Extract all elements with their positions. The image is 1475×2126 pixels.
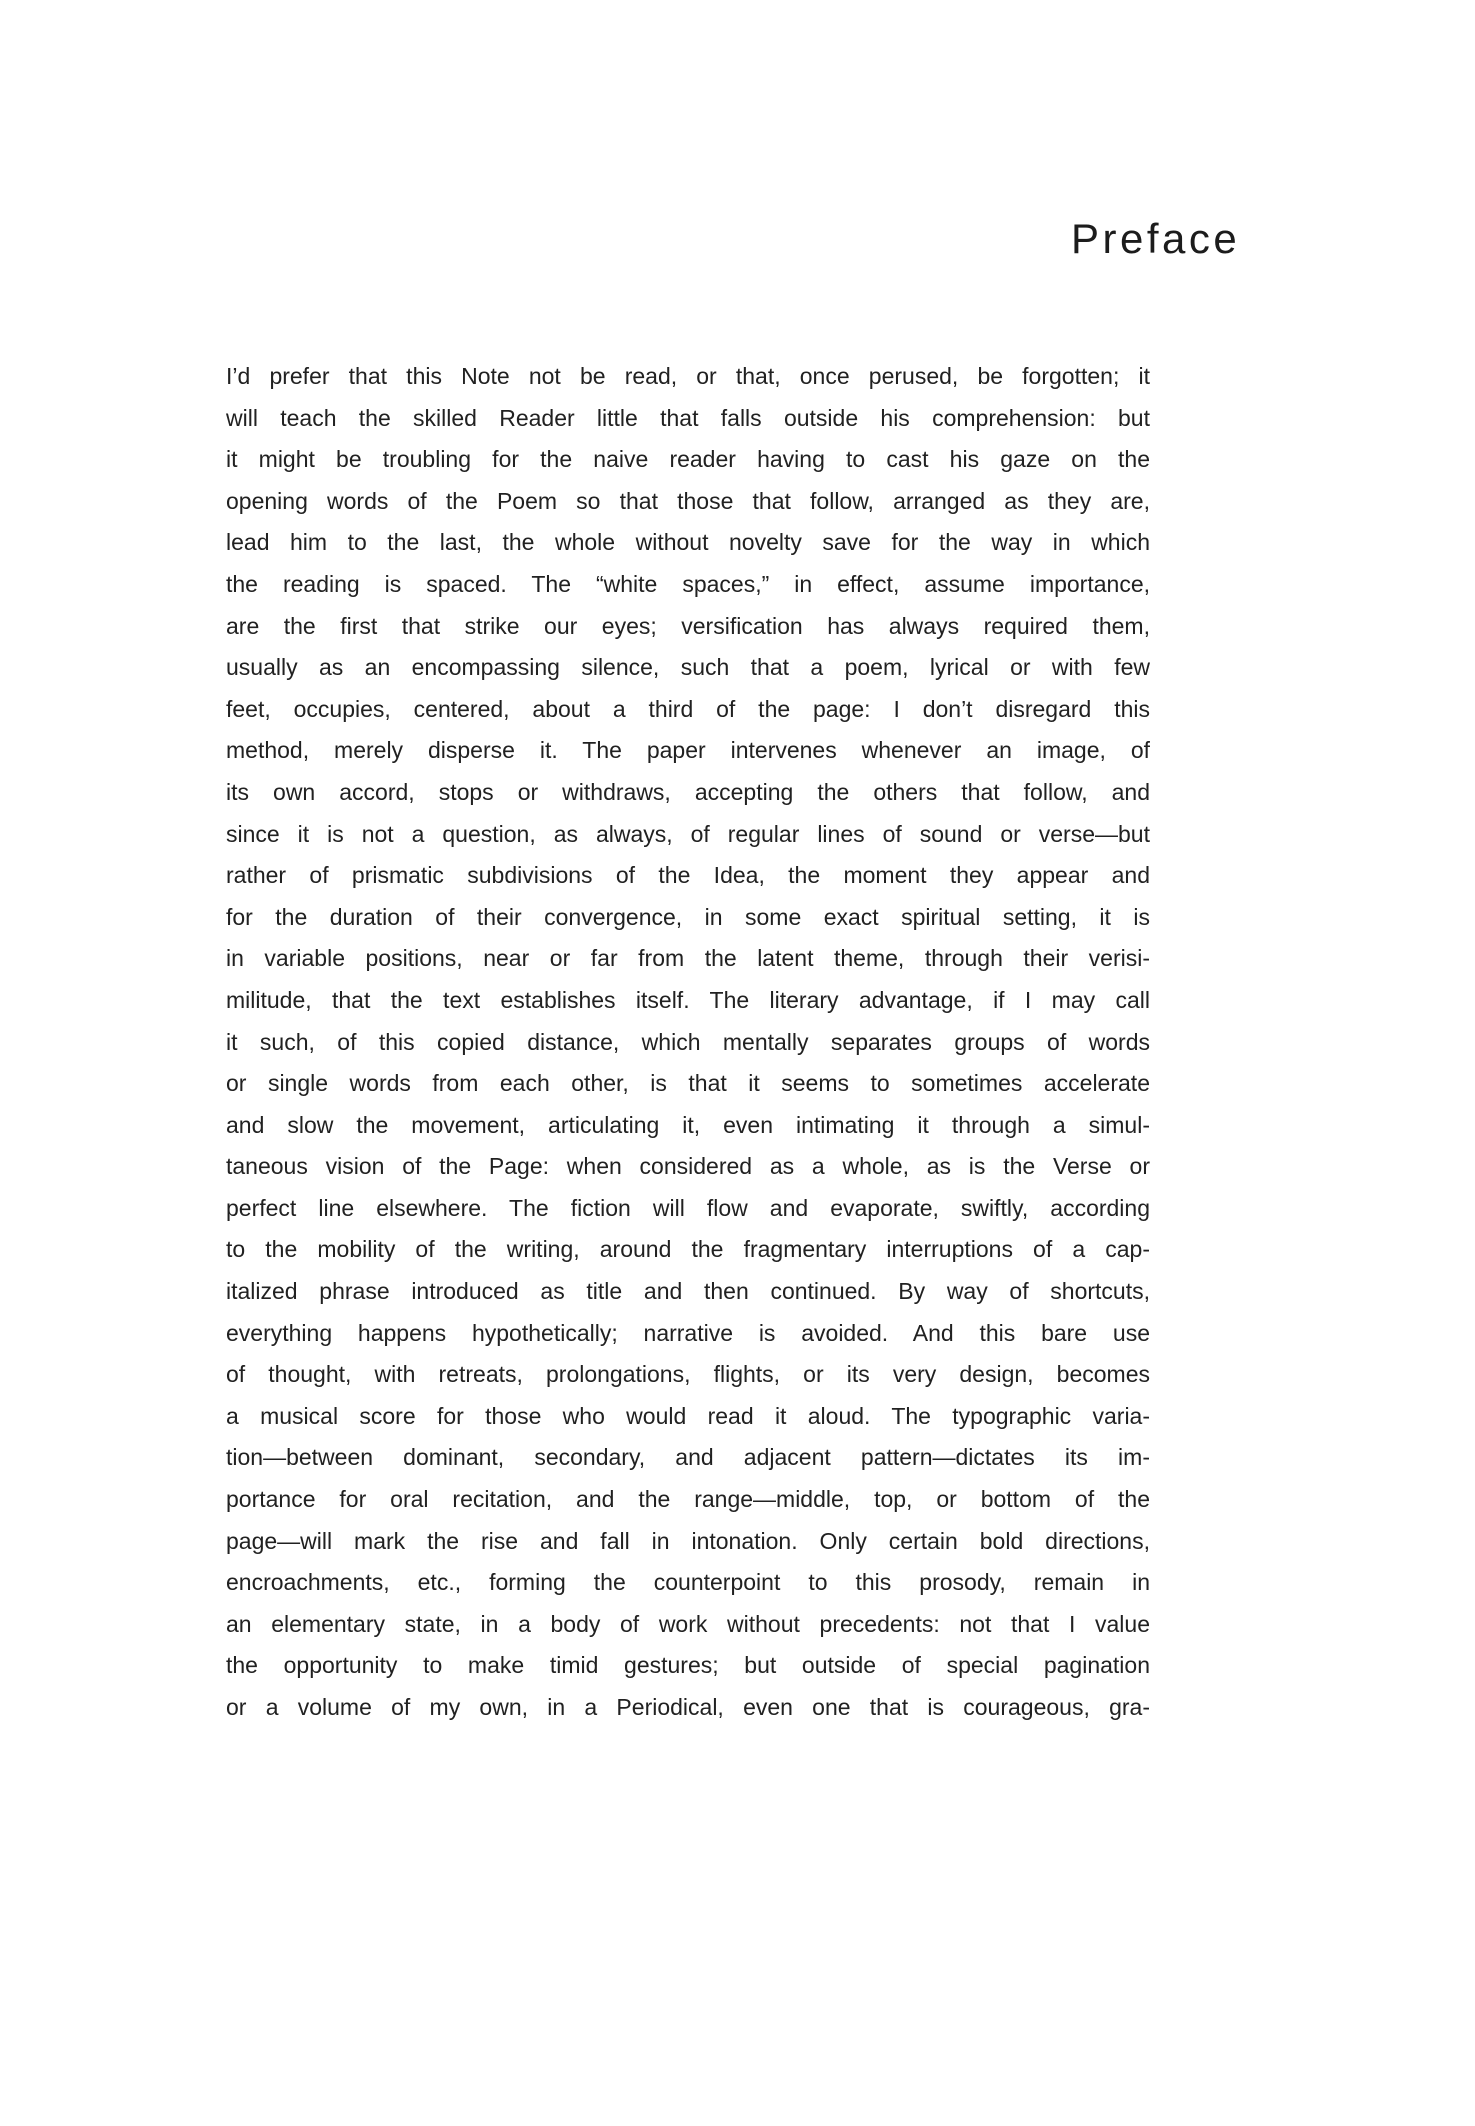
text-line: or single words from each other, is that it seems to sometimes accelerate — [226, 1070, 1150, 1097]
text-line: lead him to the last, the whole without novelty save for the way in which — [226, 529, 1150, 556]
preface-paragraph — [226, 356, 1150, 1729]
text-line: the reading is spaced. The “white spaces,” in effect, assume importance, — [226, 570, 1150, 597]
text-line: I’d prefer that this Note not be read, or that, once perused, be forgotten; it — [226, 363, 1150, 389]
text-line: it might be troubling for the naive reader having to cast his gaze on the — [226, 446, 1150, 473]
text-line: portance for oral recitation, and the range—middle, top, or bottom of the — [226, 1486, 1150, 1513]
text-line: since it is not a question, as always, of regular lines of sound or verse—but — [226, 820, 1150, 847]
text-line: its own accord, stops or withdraws, accepting the others that follow, and — [226, 778, 1150, 805]
text-line: or a volume of my own, in a Periodical, even one that is courageous, gra- — [226, 1694, 1150, 1720]
text-line: everything happens hypothetically; narrative is avoided. And this bare use — [226, 1319, 1150, 1346]
text-line: in variable positions, near or far from the latent theme, through their verisi- — [226, 945, 1150, 972]
text-line: page—will mark the rise and fall in intonation. Only certain bold directions, — [226, 1527, 1150, 1554]
text-line: an elementary state, in a body of work without precedents: not that I value — [226, 1610, 1150, 1637]
text-line: rather of prismatic subdivisions of the Idea, the moment they appear and — [226, 862, 1150, 889]
text-line: it such, of this copied distance, which mentally separates groups of words — [226, 1028, 1150, 1055]
text-line: italized phrase introduced as title and then continued. By way of shortcuts, — [226, 1278, 1150, 1305]
text-line: encroachments, etc., forming the counterpoint to this prosody, remain in — [226, 1569, 1150, 1596]
text-line: and slow the movement, articulating it, even intimating it through a simul- — [226, 1111, 1150, 1138]
text-line: militude, that the text establishes itself. The literary advantage, if I may call — [226, 986, 1150, 1013]
text-line: method, merely disperse it. The paper intervenes whenever an image, of — [226, 737, 1150, 764]
text-line: opening words of the Poem so that those that follow, arranged as they are, — [226, 487, 1150, 514]
text-line: the opportunity to make timid gestures; but outside of special pagination — [226, 1652, 1150, 1679]
text-line: a musical score for those who would read it aloud. The typographic varia- — [226, 1402, 1150, 1429]
text-line: usually as an encompassing silence, such that a poem, lyrical or with few — [226, 654, 1150, 681]
text-line: are the first that strike our eyes; versification has always required them, — [226, 612, 1150, 639]
text-line: feet, occupies, centered, about a third of the page: I don’t disregard this — [226, 695, 1150, 722]
page-title: Preface — [1071, 215, 1241, 262]
text-line: for the duration of their convergence, in some exact spiritual setting, it is — [226, 903, 1150, 930]
text-line: to the mobility of the writing, around the fragmentary interruptions of a cap- — [226, 1236, 1150, 1263]
text-line: will teach the skilled Reader little that falls outside his comprehension: but — [226, 404, 1150, 431]
text-line: of thought, with retreats, prolongations, flights, or its very design, becomes — [226, 1361, 1150, 1388]
text-line: taneous vision of the Page: when considered as a whole, as is the Verse or — [226, 1153, 1150, 1180]
text-line: perfect line elsewhere. The fiction will flow and evaporate, swiftly, according — [226, 1194, 1150, 1221]
text-line: tion—between dominant, secondary, and adjacent pattern—dictates its im- — [226, 1444, 1150, 1471]
